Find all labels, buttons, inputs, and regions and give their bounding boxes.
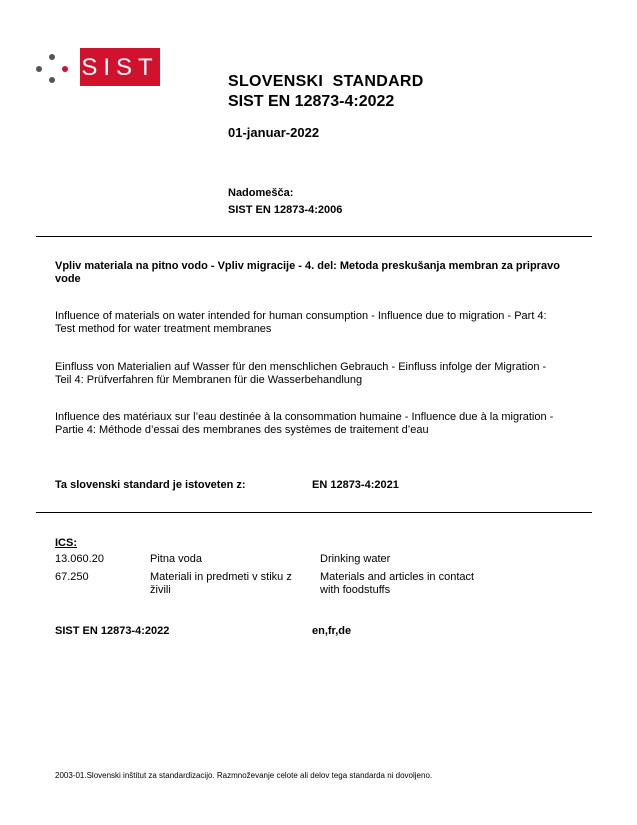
standard-type: SLOVENSKI STANDARD	[228, 73, 424, 90]
identical-value: EN 12873-4:2021	[312, 479, 399, 491]
copyright-notice: 2003-01.Slovenski inštitut za standardizacijo. Razmnoževanje celote ali delov tega standarda ni dovoljeno.	[55, 771, 433, 780]
replaces-code: SIST EN 12873-4:2006	[228, 204, 343, 216]
title-french: Influence des matériaux sur l’eau destinée à la consommation humaine - Influence due à la migration - Partie 4: Méthode d’essai des membranes des systèmes de traitement d’eau	[55, 411, 554, 436]
publication-date: 01-januar-2022	[228, 125, 320, 140]
title-english: Influence of materials on water intended for human consumption - Influence due to migration - Part 4: Test method for water treatment membranes	[55, 310, 547, 335]
replaces-label: Nadomešča:	[228, 187, 294, 199]
ics-code: 13.060.20	[55, 553, 104, 565]
title-german: Einfluss von Materialien auf Wasser für den menschlichen Gebrauch - Einfluss infolge der Migration - Teil 4: Prüfverfahren für Membranen für die Wasserbehandlung	[55, 361, 547, 386]
ics-english: Drinking water	[320, 553, 391, 565]
identical-label: Ta slovenski standard je istoveten z:	[55, 479, 246, 491]
divider-bottom	[36, 512, 592, 513]
ics-slovenian: Materiali in predmeti v stiku z živili	[150, 571, 292, 596]
footer-languages: en,fr,de	[312, 625, 352, 637]
logo-wordmark: SIST	[80, 48, 160, 86]
logo-dots-icon	[36, 52, 78, 86]
footer-standard-code: SIST EN 12873-4:2022	[55, 625, 170, 637]
ics-english: Materials and articles in contact with foodstuffs	[320, 571, 475, 596]
ics-code: 67.250	[55, 571, 89, 583]
divider-top	[36, 236, 592, 237]
ics-slovenian: Pitna voda	[150, 553, 202, 565]
ics-label: ICS:	[55, 537, 77, 549]
title-slovenian: Vpliv materiala na pitno vodo - Vpliv migracije - 4. del: Metoda preskušanja membran za pripravo vode	[55, 260, 560, 285]
standard-code: SIST EN 12873-4:2022	[228, 93, 395, 110]
